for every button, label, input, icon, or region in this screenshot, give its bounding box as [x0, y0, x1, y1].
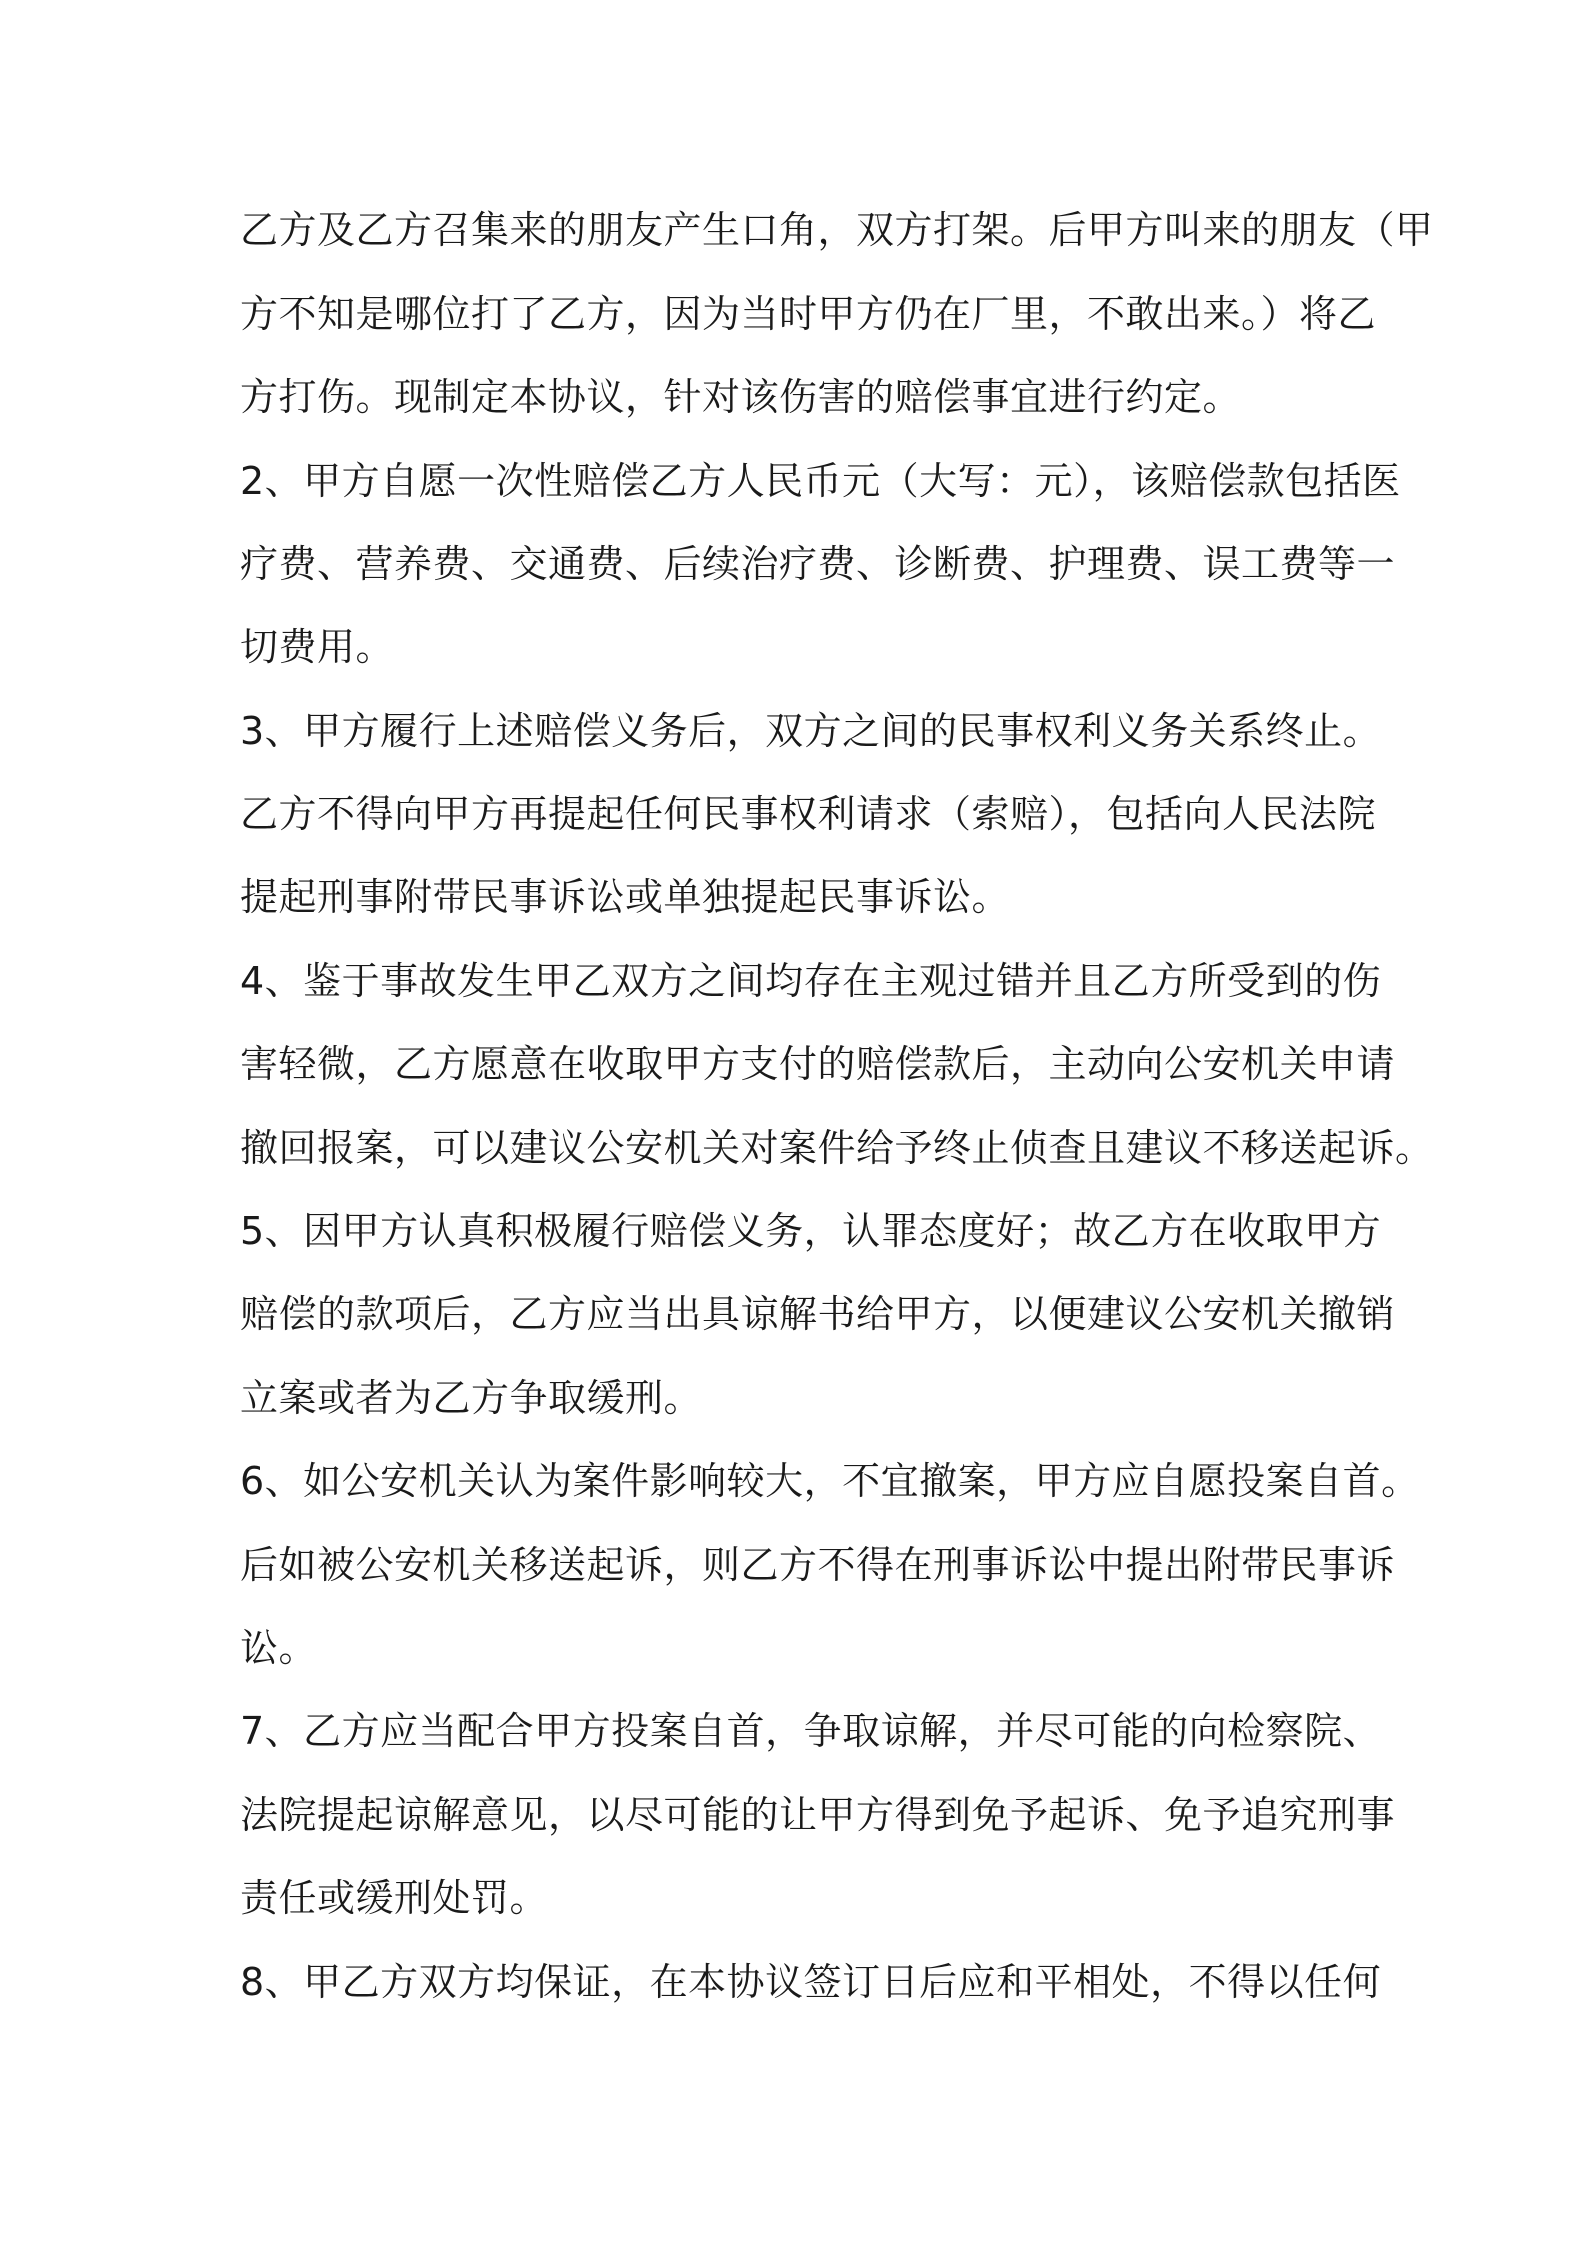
text-line: 立案或者为乙方争取缓刑。 — [240, 1376, 703, 1420]
text-line: 方打伤。现制定本协议，针对该伤害的赔偿事宜进行约定。 — [240, 375, 1242, 419]
text-line: 疗费、营养费、交通费、后续治疗费、诊断费、护理费、误工费等一 — [240, 542, 1396, 586]
text-line: 后如被公安机关移送起诉，则乙方不得在刑事诉讼中提出附带民事诉 — [240, 1543, 1396, 1587]
text-line: 6、如公安机关认为案件影响较大，不宜撤案，甲方应自愿投案自首。 — [240, 1459, 1420, 1503]
text-line: 5、因甲方认真积极履行赔偿义务，认罪态度好；故乙方在收取甲方 — [240, 1209, 1382, 1253]
text-line: 赔偿的款项后，乙方应当出具谅解书给甲方，以便建议公安机关撤销 — [240, 1292, 1396, 1336]
text-line: 讼。 — [240, 1626, 318, 1670]
text-line: 8、甲乙方双方均保证，在本协议签订日后应和平相处，不得以任何 — [240, 1960, 1382, 2004]
text-line: 责任或缓刑处罚。 — [240, 1876, 549, 1920]
text-line: 3、甲方履行上述赔偿义务后，双方之间的民事权利义务关系终止。 — [240, 709, 1382, 753]
text-line: 4、鉴于事故发生甲乙双方之间均存在主观过错并且乙方所受到的伤 — [240, 959, 1382, 1003]
text-line: 2、甲方自愿一次性赔偿乙方人民币元（大写：元），该赔偿款包括医 — [240, 459, 1401, 503]
text-line: 方不知是哪位打了乙方，因为当时甲方仍在厂里，不敢出来。）将乙 — [240, 292, 1377, 336]
text-line: 法院提起谅解意见，以尽可能的让甲方得到免予起诉、免予追究刑事 — [240, 1793, 1396, 1837]
text-line: 害轻微，乙方愿意在收取甲方支付的赔偿款后，主动向公安机关申请 — [240, 1042, 1396, 1086]
text-line: 乙方及乙方召集来的朋友产生口角，双方打架。后甲方叫来的朋友（甲 — [240, 208, 1434, 252]
text-line: 提起刑事附带民事诉讼或单独提起民事诉讼。 — [240, 875, 1011, 919]
text-line: 切费用。 — [240, 625, 395, 669]
text-line: 撤回报案，可以建议公安机关对案件给予终止侦查且建议不移送起诉。 — [240, 1126, 1434, 1170]
text-line: 7、乙方应当配合甲方投案自首，争取谅解，并尽可能的向检察院、 — [240, 1709, 1382, 1753]
text-line: 乙方不得向甲方再提起任何民事权利请求（索赔），包括向人民法院 — [240, 792, 1377, 836]
